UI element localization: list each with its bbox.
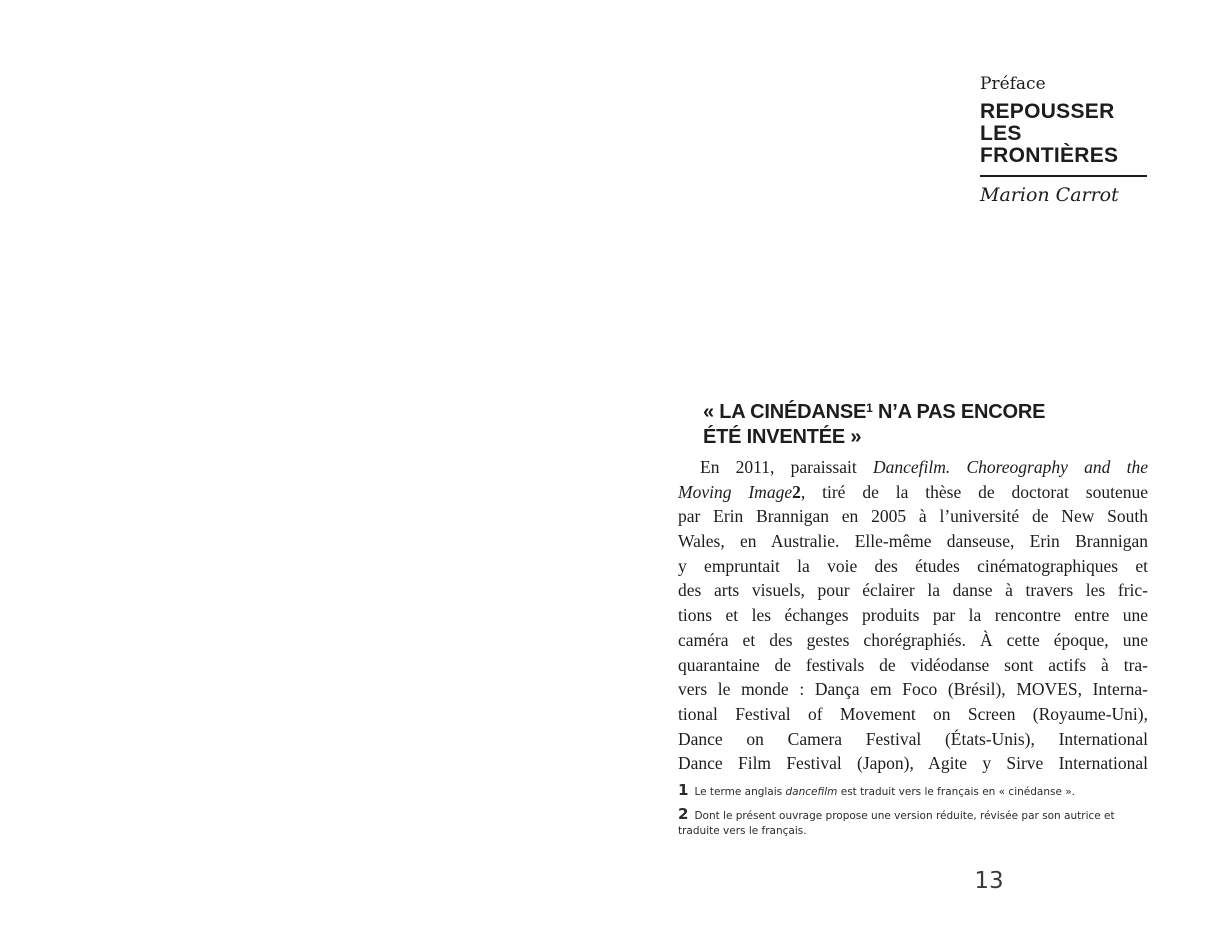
title-divider [980, 175, 1147, 177]
paragraph-line: vers le monde : Dança em Foco (Brésil), MOVES, Interna- [678, 679, 1148, 700]
paragraph-line: caméra et des gestes chorégraphiés. À cette époque, une [678, 629, 1148, 650]
footnote-reference: 1 [866, 401, 873, 415]
footnote: 2 Dont le présent ouvrage propose une version réduite, révisée par son autrice et traduite vers le français. [678, 805, 1115, 837]
paragraph-line: Moving Image2, tiré de la thèse de doctorat soutenue [678, 481, 1148, 502]
main-text-block [678, 396, 1148, 776]
chapter-title-line: REPOUSSER [980, 100, 1115, 123]
paragraph-line: des arts visuels, pour éclairer la danse à travers les fric- [678, 580, 1148, 601]
page-number: 13 [974, 868, 1004, 894]
paragraph-line: Dance Film Festival (Japon), Agite y Sirve International [678, 753, 1148, 774]
chapter-header [980, 74, 1158, 206]
paragraph-line: y empruntait la voie des études cinématographiques et [678, 555, 1148, 576]
section-heading-text: N’A PAS ENCORE [872, 401, 1046, 423]
footnote: 1 Le terme anglais dancefilm est traduit vers le français en « cinédanse ». [678, 781, 1076, 799]
paragraph-line: Wales, en Australie. Elle-même danseuse, Erin Brannigan [678, 531, 1148, 552]
section-heading [678, 396, 1148, 450]
paragraph-line: tional Festival of Movement on Screen (Royaume-Uni), [678, 703, 1148, 724]
paragraph-line: quarantaine de festivals de vidéodanse sont actifs à tra- [678, 654, 1148, 675]
paragraph-line: par Erin Brannigan en 2005 à l’université de New South [678, 506, 1148, 527]
footnotes [678, 783, 1150, 846]
chapter-title [980, 101, 1158, 167]
footnote-number: 1 [678, 781, 689, 799]
paragraph-line: Dance on Camera Festival (États-Unis), International [678, 728, 1148, 749]
chapter-kicker: Préface [980, 74, 1046, 94]
body-paragraph [678, 455, 1148, 776]
chapter-title-line: LES [980, 122, 1022, 145]
author-name: Marion Carrot [980, 184, 1119, 206]
footnote-number: 2 [678, 805, 689, 823]
section-heading-text: « LA CINÉDANSE [703, 401, 867, 423]
paragraph-line: tions et les échanges produits par la rencontre entre une [678, 605, 1148, 626]
chapter-title-line: FRONTIÈRES [980, 144, 1119, 167]
paragraph-line: En 2011, paraissait Dancefilm. Choreography and the [700, 457, 1148, 477]
section-heading-text: ÉTÉ INVENTÉE » [703, 426, 862, 448]
